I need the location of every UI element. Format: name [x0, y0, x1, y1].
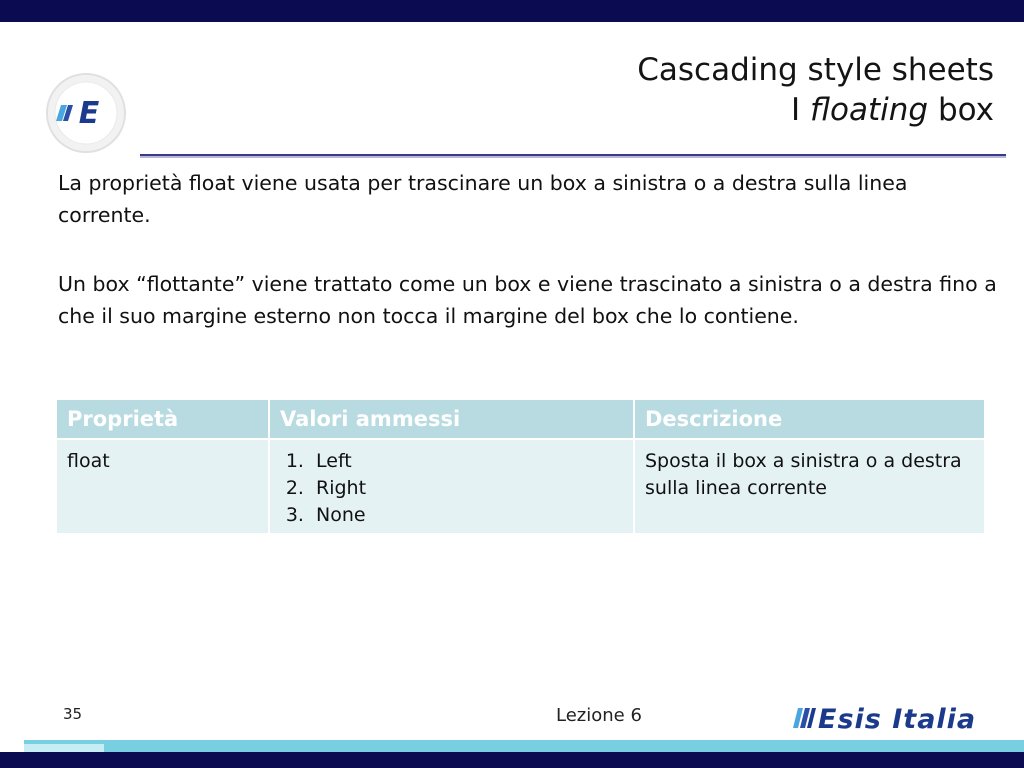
slide-number: 35 [63, 705, 83, 723]
esis-circle-logo [44, 72, 128, 154]
header-values: Valori ammessi [269, 400, 634, 439]
footer-band-accent [24, 744, 104, 752]
slide-title [637, 50, 994, 130]
title-divider [140, 154, 1006, 158]
brand-wordmark: Esis Italia [818, 704, 977, 734]
table-header-row [57, 400, 984, 439]
list-item: 3. None [310, 502, 623, 529]
table-row [57, 439, 984, 533]
logo-letter: E [78, 96, 100, 131]
logo-swoosh-icon [793, 708, 816, 728]
title-italic-word: floating [810, 92, 929, 128]
title-line-2: I floating box [791, 92, 994, 128]
cell-property: float [57, 439, 269, 533]
footer-band [24, 740, 1024, 752]
esis-italia-logo [792, 700, 1008, 734]
list-item: 2. Right [310, 475, 623, 502]
values-list [280, 448, 623, 529]
title-line-1: Cascading style sheets [637, 52, 994, 88]
list-item: 1. Left [310, 448, 623, 475]
bottom-bar [0, 752, 1024, 768]
top-bar [0, 0, 1024, 22]
header-property: Proprietà [57, 400, 269, 439]
properties-table [57, 400, 984, 533]
header-description: Descrizione [634, 400, 984, 439]
cell-description: Sposta il box a sinistra o a destra sulla linea corrente [634, 439, 984, 533]
cell-values [269, 439, 634, 533]
paragraph-float-definition: La proprietà float viene usata per trascinare un box a sinistra o a destra sulla linea corrente. [58, 171, 908, 227]
lesson-label: Lezione 6 [556, 705, 642, 726]
paragraph-floating-box: Un box “flottante” viene trattato come un box e viene trascinato a sinistra o a destra fino a che il suo margine esterno non tocca il margine del box che lo contiene. [58, 272, 997, 328]
